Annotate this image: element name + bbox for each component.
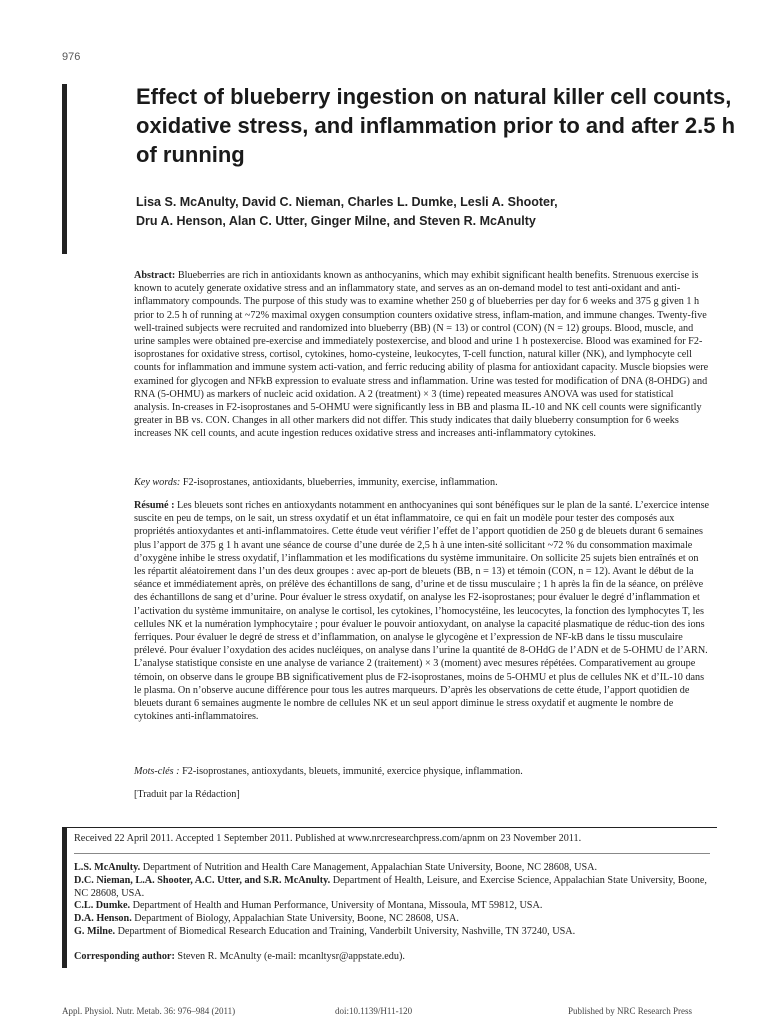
affiliation-item: D.C. Nieman, L.A. Shooter, A.C. Utter, and S.R. McAnulty. Department of Health, Leisure, and Exercise Science, Appalachian State University, Boone, NC 28608, USA. xyxy=(74,874,707,899)
publisher-text: Published by NRC Research Press xyxy=(568,1006,692,1016)
affiliation-item: G. Milne. Department of Biomedical Research Education and Training, Vanderbilt University, Nashville, TN 37240, USA. xyxy=(74,925,576,937)
abstract-text: Blueberries are rich in antioxidants known as anthocyanins, which may exhibit significant health benefits. Strenuous exercise is known to acutely generate oxidative stress and an inflammatory state, and serves as an on-demand model to test anti-oxidant and anti-inflammatory compounds. The purpose of this study was to examine whether 250 g of blueberries per day for 6 weeks and 375 g given 1 h prior to 2.5 h of running at ~72% maximal oxygen consumption counters oxidative stress, inflam-mation, and immune changes. Twenty-five well-trained subjects were recruited and randomized into blueberry (BB) (N = 13) or control (CON) (N = 12) groups. Blood, muscle, and urine samples were obtained pre-exercise and immediately postexercise, and blood and urine 1 h postexercise. Blood was examined for F2-isoprostanes for oxidative stress, cortisol, cytokines, homo-cysteine, leukocytes, T-cell function, natural killer (NK), and lymphocyte cell counts for inflammation and immune system acti-vation, and ferric reducing ability of plasma for antioxidant capacity. Muscle biopsies were examined for glycogen and NFkB expression to evaluate stress and inflammation. Urine was tested for modification of DNA (8-OHDG) and RNA (5-OHMU) as markers of nucleic acid oxidation. A 2 (treatment) × 3 (time) repeated measures ANOVA was used for statistical analysis. In-creases in F2-isoprostanes and 5-OHMU were significantly less in BB and plasma IL-10 and NK cell counts were significantly greater in BB vs. CON. Changes in all other markers did not differ. This study indicates that daily blueberry consumption for 6 weeks increases NK cell counts, and acute ingestion reduces oxidative stress and increases anti-inflammatory cytokines. xyxy=(134,270,709,440)
keywords xyxy=(134,476,710,489)
received-dates: Received 22 April 2011. Accepted 1 September 2011. Published at www.nrcresearchpress.com/apnm on 23 November 2011. xyxy=(74,833,582,844)
affiliation-item: L.S. McAnulty. Department of Nutrition and Health Care Management, Appalachian State University, Boone, NC 28608, USA. xyxy=(74,862,598,873)
journal-citation: Appl. Physiol. Nutr. Metab. 36: 976–984 (2011) xyxy=(62,1006,236,1016)
resume-label: Résumé : xyxy=(134,500,175,511)
resume xyxy=(134,499,710,723)
affiliations xyxy=(74,862,710,939)
author-line: Lisa S. McAnulty, David C. Nieman, Charles L. Dumke, Lesli A. Shooter, xyxy=(136,195,558,209)
mots-cles xyxy=(134,765,710,778)
corresponding-author: Corresponding author: Steven R. McAnulty (e-mail: mcanltysr@appstate.edu). xyxy=(74,951,405,962)
affiliation-item: C.L. Dumke. Department of Health and Human Performance, University of Montana, Missoula, MT 59812, USA. xyxy=(74,900,543,912)
article-title: Effect of blueberry ingestion on natural killer cell counts, oxidative stress, and inflammation prior to and after 2.5 h of running xyxy=(136,84,736,167)
affiliation-item: D.A. Henson. Department of Biology, Appalachian State University, Boone, NC 28608, USA. xyxy=(74,913,459,925)
abstract xyxy=(134,269,710,441)
translation-note: [Traduit par la Rédaction] xyxy=(134,789,240,800)
divider xyxy=(74,853,710,854)
abstract-label: Abstract: xyxy=(134,270,176,281)
mots-cles-text: F2-isoprostanes, antioxydants, bleuets, immunité, exercice physique, inflammation. xyxy=(182,766,523,777)
doi-text: doi:10.1139/H11-120 xyxy=(335,1006,413,1016)
keywords-label: Key words: xyxy=(134,477,181,488)
page-number: 976 xyxy=(62,51,81,63)
mots-cles-label: Mots-clés : xyxy=(134,766,180,777)
header-rule xyxy=(62,84,67,254)
author-list xyxy=(136,193,736,231)
resume-text: Les bleuets sont riches en antioxydants notamment en anthocyanines qui sont bénéfiques sur le plan de la santé. L’exercice intense suscite en peu de temps, on le sait, un stress oxydatif et un état inflammatoire, ce qui en fait un modèle pour tester des composés aux propriétés antioxydantes et anti-inflammatoires. Cette étude veut vérifier l’effet de l’apport quotidien de 250 g de bleuets durant 6 semaines plus l’apport de 375 g 1 h avant une séance de course d’une durée de 2,5 h à une inten-sité sollicitant ~72 % du consommation maximale d’oxygène inhibe le stress oxydatif, l’inflammation et les modifications du système immunitaire. On sollicite 25 sujets bien entraînés et on les répartit aléatoirement dans l’un des deux groupes : avec ap-port de bleuets (BB, n = 13) et témoin (CON, n = 12). Avant le début de la séance et immédiatement après, on prélève des échantillons de sang, d’urine et de tissu musculaire ; 1 h après la fin de la séance, on prélève des échantillons de sang et d’urine. Pour évaluer le stress oxydatif, on analyse les F2-isoprostanes; pour évaluer le degré d’inflammation et l’activation du système immunitaire, on analyse le cortisol, les cytokines, l’homocystéine, les leucocytes, la fonction des lymphocytes T, les cellules NK et la numération lymphocytaire ; pour évaluer le pouvoir antioxydant, on analyse la capacité plasmatique de réduc-tion des ions ferriques. Pour évaluer le degré de stress et d’inflammation, on analyse le glycogène et l’expression de NF-kB dans le tissu musculaire prélevé. Pour évaluer l’oxydation des acides nucléiques, on analyse dans l’urine la quantité de 8-OHdG de l’ADN et de 5-OHMU de l’ARN. L’analyse statistique consiste en une analyse de variance 2 (traitement) × 3 (moment) avec mesures répétées. Comparativement au groupe témoin, on observe dans le groupe BB significativement plus de F2-isoprostanes, moins de 5-OHMU et plus de cellules NK et d’IL-10 dans le plasma. On n’observe aucune différence pour tous les autres marqueurs. D’après les observations de cette étude, l’apport quotidien de bleuets durant 6 semaines augmente le nombre de cellules NK et un seul apport diminue le stress oxydatif et augmente le nombre de cytokines anti-inflammatoires. xyxy=(134,500,710,723)
author-line: Dru A. Henson, Alan C. Utter, Ginger Milne, and Steven R. McAnulty xyxy=(136,214,536,228)
keywords-text: F2-isoprostanes, antioxidants, blueberries, immunity, exercise, inflammation. xyxy=(182,477,498,488)
